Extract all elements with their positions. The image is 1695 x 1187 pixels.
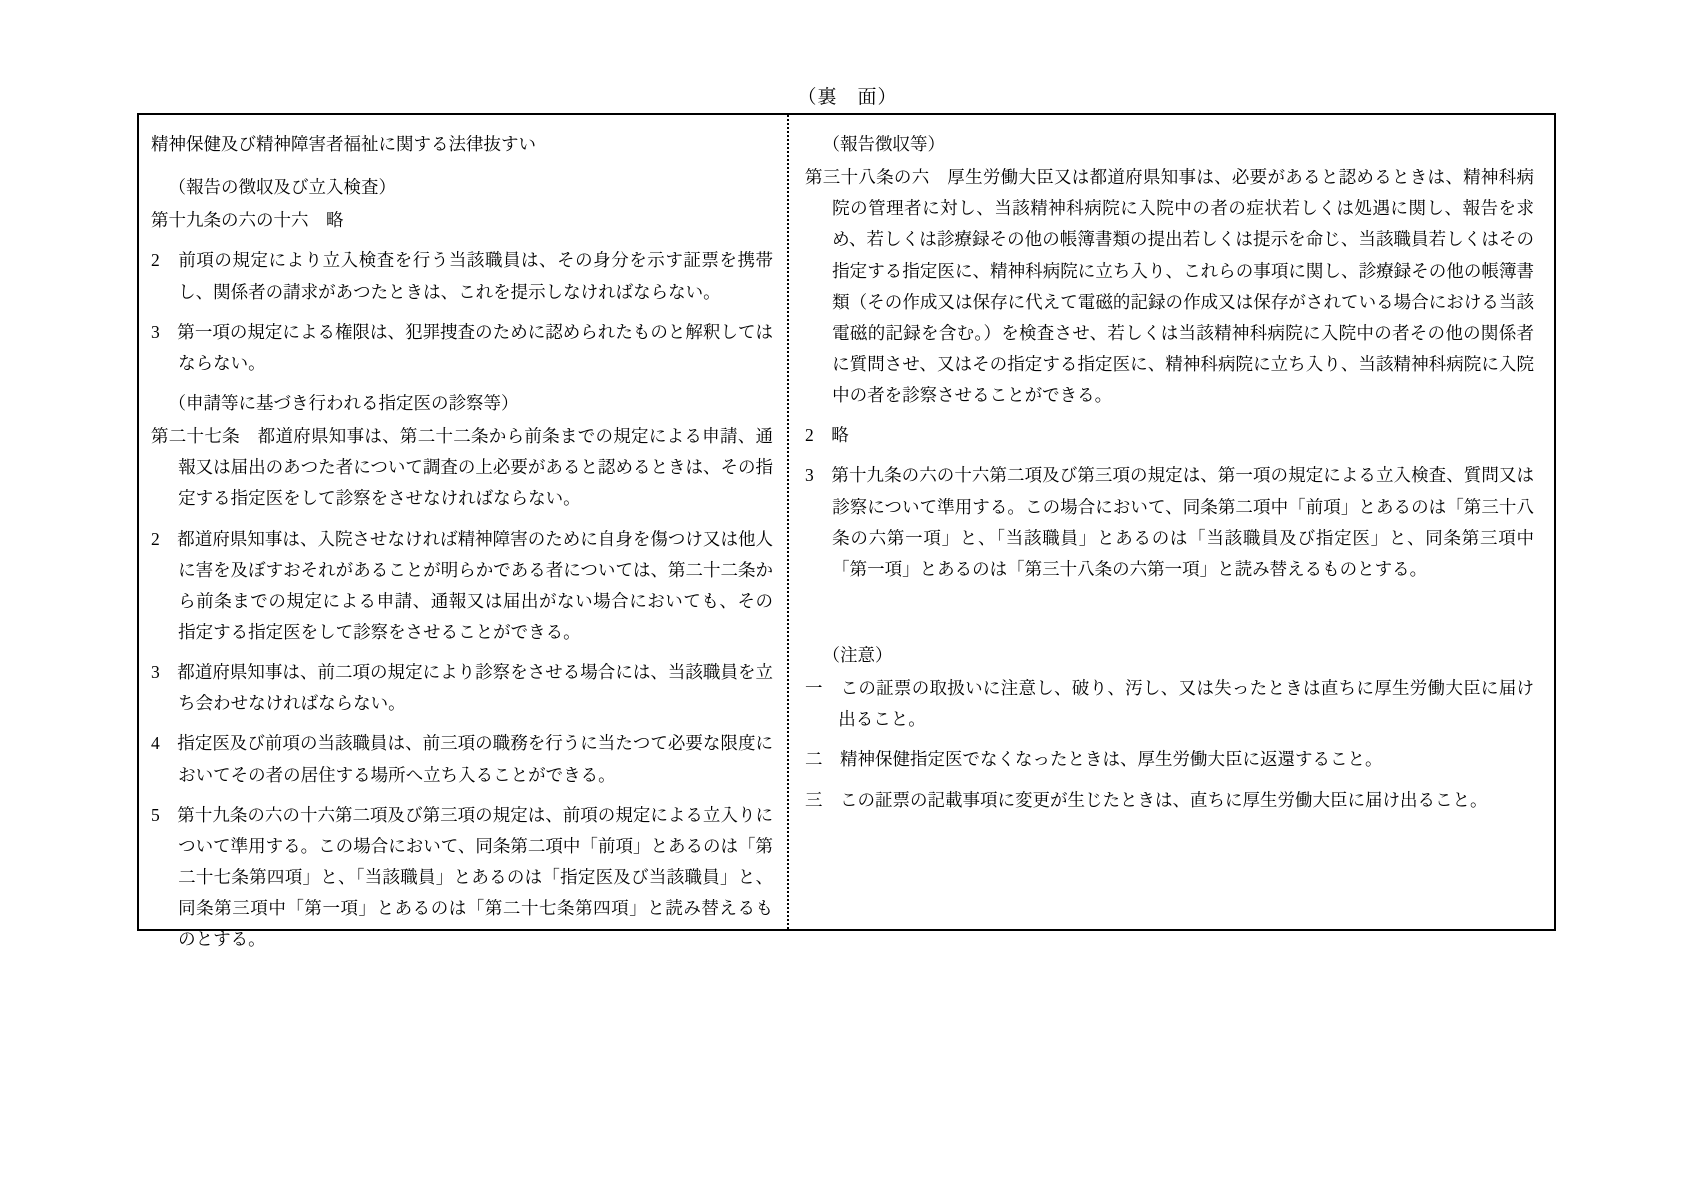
spacer	[805, 594, 1534, 640]
article-27-para-2: 2 都道府県知事は、入院させなければ精神障害のために自身を傷つけ又は他人に害を及ぼすおそれがあることが明らかである者については、第二十二条から前条までの規定による申請、通報又は届出がない場合においても、その指定する指定医をして診察をさせることができる。	[151, 528, 773, 642]
note-item-2: 二 精神保健指定医でなくなったときは、厚生労働大臣に返還すること。	[805, 749, 1383, 770]
article-19-6-16-para-2: 2 前項の規定により立入検査を行う当該職員は、その身分を示す証票を携帯し、関係者の請求があつたときは、これを提示しなければならない。	[151, 250, 773, 302]
article-38-6: 第三十八条の六 厚生労働大臣又は都道府県知事は、必要があると認めるときは、精神科病院の管理者に対し、当該精神科病院に入院中の者の症状若しくは処遇に関し、報告を求め、若しくは診療録その他の帳簿書類の提出若しくは提示を命じ、当該職員若しくはその指定する指定医に、精神科病院に立ち入り、これらの事項に関し、診療録その他の帳簿書類（その作成又は保存に代えて電磁的記録の作成又は保存がされている場合における当該電磁的記録を含む。）を検査させ、若しくは当該精神科病院に入院中の者その他の関係者に質問させ、又はその指定する指定医に、精神科病院に立ち入り、当該精神科病院に入院中の者を診察させることができる。	[805, 167, 1534, 406]
article-38-6-para-2: 2 略	[805, 425, 849, 446]
left-column	[137, 113, 787, 974]
article-27-para-4: 4 指定医及び前項の当該職員は、前三項の職務を行うに当たつて必要な限度においてその者の居住する場所へ立ち入ることができる。	[151, 733, 773, 785]
article-27: 第二十七条 都道府県知事は、第二十二条から前条までの規定による申請、通報又は届出のあつた者について調査の上必要があると認めるときは、その指定する指定医をして診察をさせなければならない。	[151, 426, 773, 509]
article-19-6-16: 第十九条の六の十六 略	[151, 210, 344, 231]
right-column	[789, 113, 1556, 835]
article-19-6-16-para-3: 3 第一項の規定による権限は、犯罪捜査のために認められたものと解釈してはならない。	[151, 321, 773, 373]
law-heading: 精神保健及び精神障害者福祉に関する法律抜すい	[151, 134, 536, 154]
page-title: （裏 面）	[797, 87, 898, 108]
spacer	[151, 162, 773, 172]
section-title-report-demand: （報告徴収等）	[822, 134, 945, 154]
note-item-1: 一 この証票の取扱いに注意し、破り、汚し、又は失ったときは直ちに厚生労働大臣に届け出ること。	[805, 678, 1534, 730]
section-title-report-collection: （報告の徴収及び立入検査）	[168, 177, 396, 198]
note-item-3: 三 この証票の記載事項に変更が生じたときは、直ちに厚生労働大臣に届け出ること。	[805, 789, 1488, 810]
section-title-designated-doctor-exam: （申請等に基づき行われる指定医の診察等）	[168, 392, 519, 413]
notes-title: （注意）	[822, 644, 893, 665]
article-27-para-3: 3 都道府県知事は、前二項の規定により診察をさせる場合には、当該職員を立ち会わせなければならない。	[151, 662, 773, 714]
article-27-para-5: 5 第十九条の六の十六第二項及び第三項の規定は、前項の規定による立入りについて準用する。この場合において、同条第二項中「前項」とあるのは「第二十七条第四項」と、「当該職員」とあるのは「指定医及び当該職員」と、同条第三項中「第一項」とあるのは「第二十七条第四項」と読み替えるものとする。	[151, 804, 773, 950]
article-38-6-para-3: 3 第十九条の六の十六第二項及び第三項の規定は、第一項の規定による立入検査、質問又は診察について準用する。この場合において、同条第二項中「前項」とあるのは「第三十八条の六第一項」と、「当該職員」とあるのは「当該職員及び指定医」と、同条第三項中「第一項」とあるのは「第三十八条の六第一項」と読み替えるものとする。	[805, 465, 1534, 579]
